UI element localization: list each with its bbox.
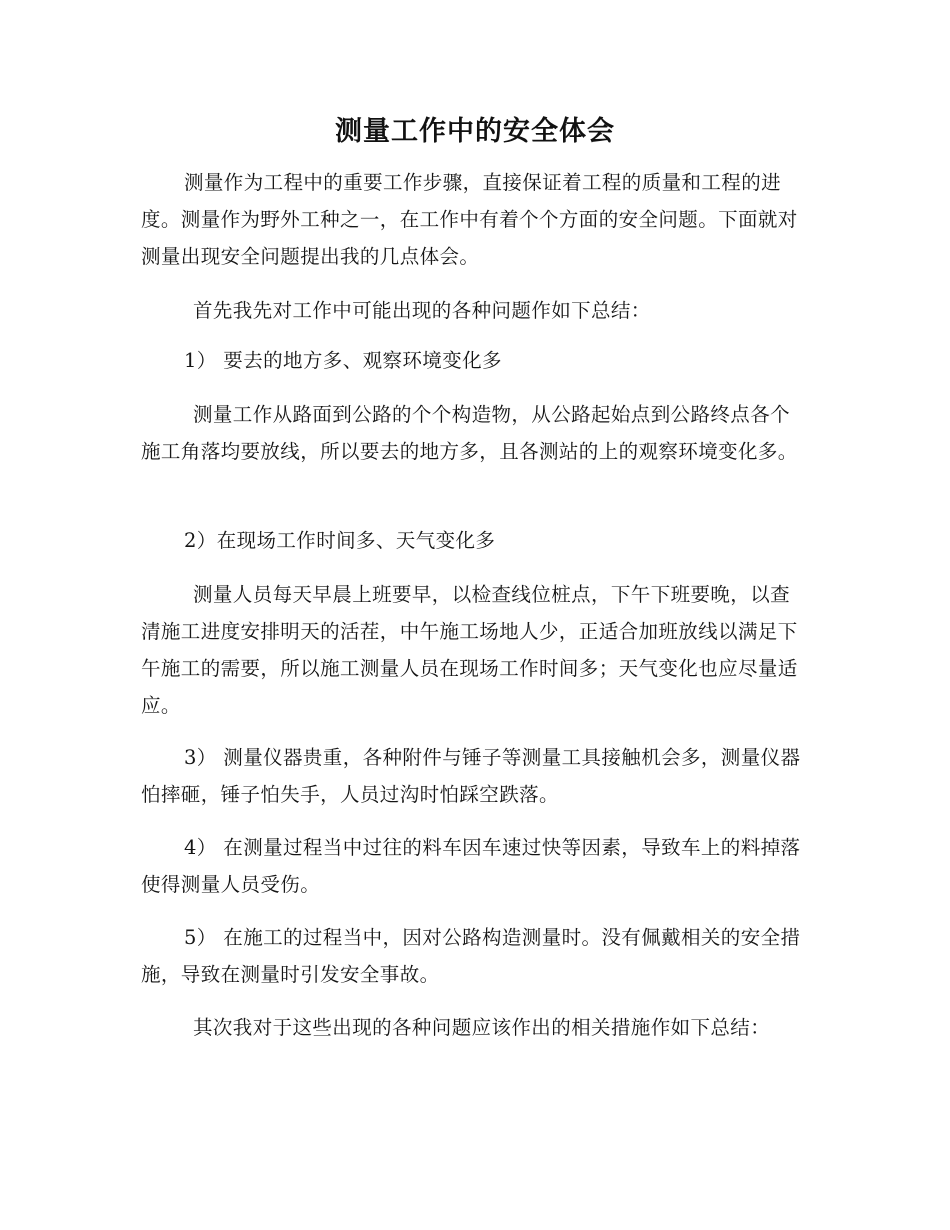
item-1-heading: 1） 要去的地方多、观察环境变化多 — [184, 349, 502, 372]
item-4-paragraph: 4） 在测量过程当中过往的料车因车速过快等因素，导致车上的料掉落使得测量人员受伤。 — [141, 836, 801, 896]
item-5-paragraph: 5） 在施工的过程当中，因对公路构造测量时。没有佩戴相关的安全措施，导致在测量时引发安全事故。 — [141, 926, 801, 986]
problem-summary-intro: 首先我先对工作中可能出现的各种问题作如下总结： — [193, 299, 651, 322]
item-2-heading: 2）在现场工作时间多、天气变化多 — [184, 529, 496, 552]
item-3-paragraph: 3） 测量仪器贵重，各种附件与锤子等测量工具接触机会多，测量仪器怕摔砸，锤子怕失手，人员过沟时怕踩空跌落。 — [141, 746, 801, 806]
measures-summary-intro: 其次我对于这些出现的各种问题应该作出的相关措施作如下总结： — [193, 1016, 771, 1039]
item-2-body: 测量人员每天早晨上班要早，以检查线位桩点，下午下班要晚，以查清施工进度安排明天的活茬，中午施工场地人少，正适合加班放线以满足下午施工的需要，所以施工测量人员在现场工作时间多；天气变化也应尽量适应。 — [141, 583, 798, 717]
item-1-body: 测量工作从路面到公路的个个构造物，从公路起始点到公路终点各个施工角落均要放线，所以要去的地方多，且各测站的上的观察环境变化多。 — [141, 403, 798, 463]
document-title: 测量工作中的安全体会 — [335, 116, 615, 147]
intro-paragraph: 测量作为工程中的重要工作步骤，直接保证着工程的质量和工程的进度。测量作为野外工种之一，在工作中有着个个方面的安全问题。下面就对测量出现安全问题提出我的几点体会。 — [141, 171, 798, 268]
